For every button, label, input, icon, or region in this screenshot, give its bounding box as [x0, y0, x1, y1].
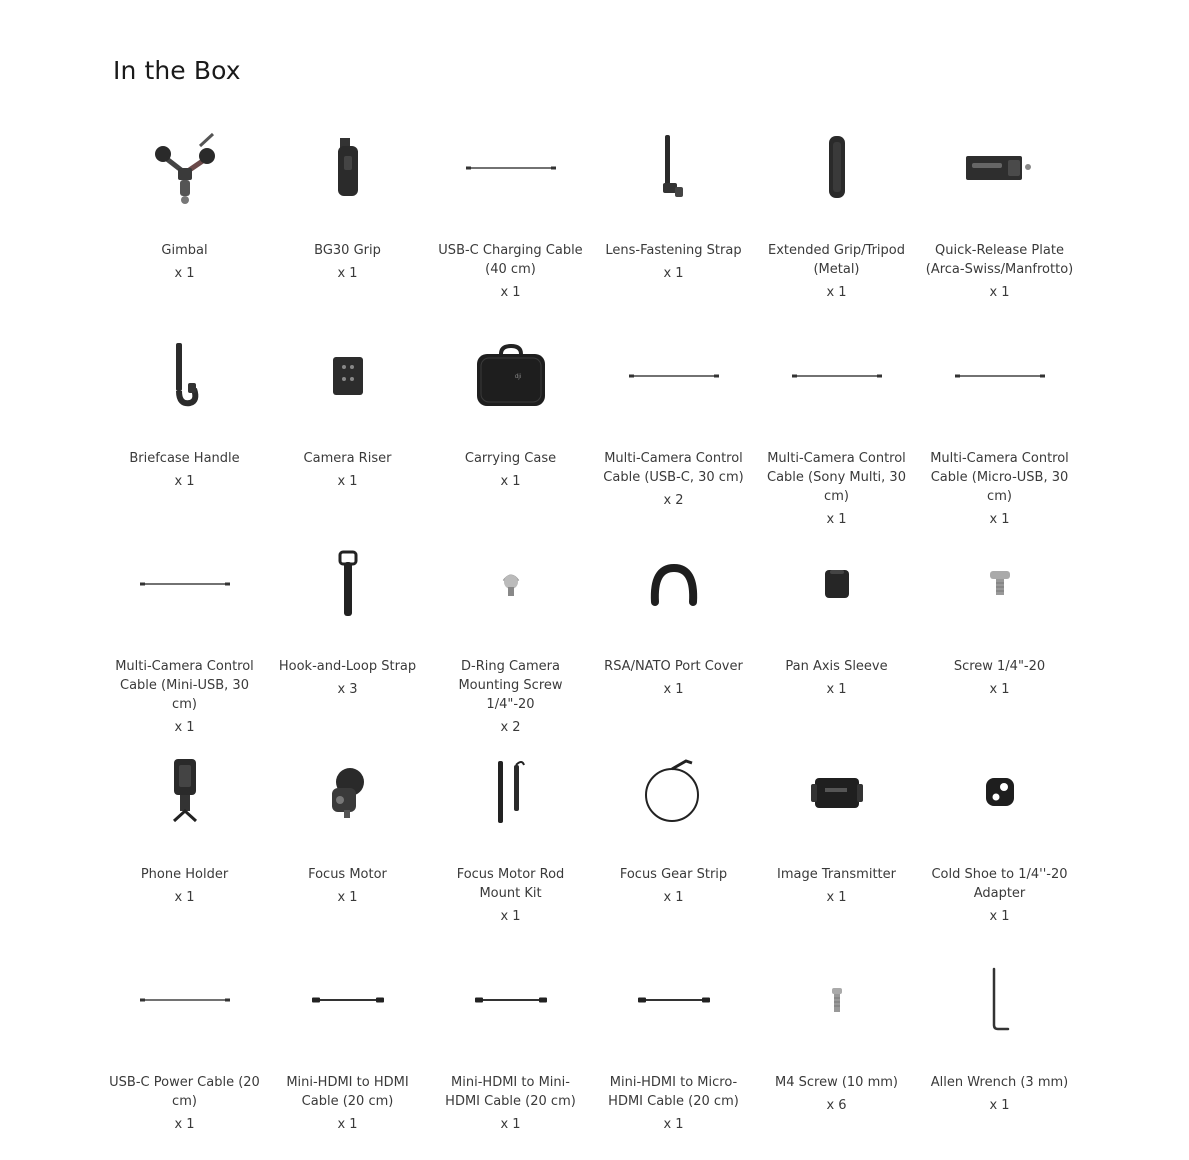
- case-icon: [439, 328, 582, 423]
- item-quantity: x 1: [500, 474, 521, 489]
- item-name: Hook-and-Loop Strap x 3: [272, 657, 423, 699]
- item-name: Pan Axis Sleeve x 1: [761, 657, 912, 699]
- item-name: Quick-Release Plate (Arca-Swiss/Manfrotto) x 1: [925, 243, 1074, 300]
- focus-motor-icon: [276, 744, 419, 839]
- box-item: [755, 952, 918, 1160]
- box-item: [592, 328, 755, 536]
- tripod-icon: [765, 120, 908, 215]
- box-item: [266, 744, 429, 952]
- velcro-strap-icon: [276, 536, 419, 631]
- box-item: [429, 536, 592, 744]
- item-name: Mini-HDMI to Micro-HDMI Cable (20 cm) x 1: [598, 1073, 749, 1134]
- item-quantity: x 1: [989, 512, 1010, 527]
- item-name: Lens-Fastening Strap x 1: [598, 241, 749, 283]
- item-name: Extended Grip/Tripod (Metal) x 1: [761, 241, 912, 302]
- box-item: [266, 536, 429, 744]
- item-name: M4 Screw (10 mm) x 6: [761, 1073, 912, 1115]
- item-name: Cold Shoe to 1/4''-20 Adapter x 1: [924, 865, 1075, 926]
- port-cover-icon: [602, 536, 745, 631]
- item-name: USB-C Charging Cable (40 cm) x 1: [435, 241, 586, 302]
- transmitter-icon: [765, 744, 908, 839]
- gear-strip-icon: [602, 744, 745, 839]
- item-name: BG30 Grip x 1: [272, 241, 423, 283]
- item-name: Screw 1/4"-20 x 1: [924, 657, 1075, 699]
- svg-text:dji: dji: [514, 373, 521, 380]
- item-quantity: x 1: [337, 1117, 358, 1132]
- item-name: Focus Motor x 1: [272, 865, 423, 907]
- box-item: [103, 536, 266, 744]
- item-quantity: x 1: [826, 512, 847, 527]
- strap-icon: [602, 120, 745, 215]
- item-name: RSA/NATO Port Cover x 1: [598, 657, 749, 699]
- box-item: [755, 120, 918, 328]
- item-name: Image Transmitter x 1: [761, 865, 912, 907]
- item-quantity: x 1: [663, 682, 684, 697]
- box-item: [918, 952, 1081, 1160]
- hdmi-cable-icon: [439, 952, 582, 1047]
- box-item: [592, 952, 755, 1160]
- item-quantity: x 1: [663, 890, 684, 905]
- phone-holder-icon: [113, 744, 256, 839]
- cable-icon: [928, 328, 1071, 423]
- item-quantity: x 1: [174, 1117, 195, 1132]
- hdmi-cable-icon: [276, 952, 419, 1047]
- item-name: Briefcase Handle x 1: [109, 449, 260, 491]
- item-quantity: x 1: [174, 720, 195, 735]
- cable-icon: [765, 328, 908, 423]
- grip-icon: [276, 120, 419, 215]
- item-quantity: x 6: [826, 1098, 847, 1113]
- gimbal-icon: [113, 120, 256, 215]
- item-quantity: x 2: [663, 493, 684, 508]
- cable-icon: [113, 536, 256, 631]
- box-item: [103, 328, 266, 536]
- cable-icon: [439, 120, 582, 215]
- item-quantity: x 1: [337, 266, 358, 281]
- item-quantity: x 1: [174, 890, 195, 905]
- item-quantity: x 1: [989, 909, 1010, 924]
- item-quantity: x 1: [826, 285, 847, 300]
- item-quantity: x 1: [337, 890, 358, 905]
- allen-wrench-icon: [928, 952, 1071, 1047]
- handle-icon: [113, 328, 256, 423]
- item-name: Multi-Camera Control Cable (Mini-USB, 30 cm) x 1: [109, 657, 260, 737]
- item-quantity: x 1: [989, 1098, 1010, 1113]
- item-quantity: x 3: [337, 682, 358, 697]
- cable-icon: [113, 952, 256, 1047]
- item-name: Allen Wrench (3 mm) x 1: [924, 1073, 1075, 1115]
- item-quantity: x 1: [989, 682, 1010, 697]
- box-item: [592, 120, 755, 328]
- box-item: [918, 744, 1081, 952]
- riser-icon: [276, 328, 419, 423]
- m4-screw-icon: [765, 952, 908, 1047]
- screw-icon: [928, 536, 1071, 631]
- box-item: [592, 536, 755, 744]
- item-name: Camera Riser x 1: [272, 449, 423, 491]
- box-item: [755, 536, 918, 744]
- item-quantity: x 1: [826, 890, 847, 905]
- item-quantity: x 1: [663, 266, 684, 281]
- box-item: [103, 952, 266, 1160]
- item-quantity: x 1: [663, 1117, 684, 1132]
- box-item: [918, 328, 1081, 536]
- box-item: [755, 328, 918, 536]
- box-item: [429, 744, 592, 952]
- item-quantity: x 1: [174, 266, 195, 281]
- item-quantity: x 2: [500, 720, 521, 735]
- box-item: [592, 744, 755, 952]
- box-item: [755, 744, 918, 952]
- box-item: [266, 952, 429, 1160]
- section-title: In the Box: [113, 56, 241, 85]
- item-name: Multi-Camera Control Cable (USB-C, 30 cm) x 2: [598, 449, 749, 510]
- item-quantity: x 1: [500, 285, 521, 300]
- item-name: Mini-HDMI to HDMI Cable (20 cm) x 1: [272, 1073, 423, 1134]
- item-name: Carrying Case x 1: [435, 449, 586, 491]
- cold-shoe-adapter-icon: [928, 744, 1071, 839]
- item-name: Phone Holder x 1: [109, 865, 260, 907]
- box-item: [429, 952, 592, 1160]
- box-item: [103, 120, 266, 328]
- sleeve-icon: [765, 536, 908, 631]
- item-name: Focus Gear Strip x 1: [598, 865, 749, 907]
- box-contents-grid: [103, 120, 1081, 1160]
- item-quantity: x 1: [174, 474, 195, 489]
- item-name: Gimbal x 1: [109, 241, 260, 283]
- box-item: [266, 120, 429, 328]
- item-name: Focus Motor Rod Mount Kit x 1: [435, 865, 586, 926]
- item-quantity: x 1: [989, 285, 1010, 300]
- item-name: Mini-HDMI to Mini-HDMI Cable (20 cm) x 1: [435, 1073, 586, 1134]
- box-item: [103, 744, 266, 952]
- item-name: Multi-Camera Control Cable (Sony Multi, 30 cm) x 1: [761, 449, 912, 529]
- item-name: Multi-Camera Control Cable (Micro-USB, 30 cm) x 1: [924, 449, 1075, 529]
- rod-mount-icon: [439, 744, 582, 839]
- item-quantity: x 1: [500, 1117, 521, 1132]
- hdmi-cable-icon: [602, 952, 745, 1047]
- item-name: D-Ring Camera Mounting Screw 1/4"-20 x 2: [435, 657, 586, 737]
- box-item: [918, 536, 1081, 744]
- item-quantity: x 1: [500, 909, 521, 924]
- item-name: USB-C Power Cable (20 cm) x 1: [109, 1075, 260, 1132]
- cable-icon: [602, 328, 745, 423]
- box-item: [429, 120, 592, 328]
- item-quantity: x 1: [826, 682, 847, 697]
- item-quantity: x 1: [337, 474, 358, 489]
- plate-icon: [928, 120, 1071, 215]
- box-item: [429, 328, 592, 536]
- d-ring-screw-icon: [439, 536, 582, 631]
- box-item: [918, 120, 1081, 328]
- box-item: [266, 328, 429, 536]
